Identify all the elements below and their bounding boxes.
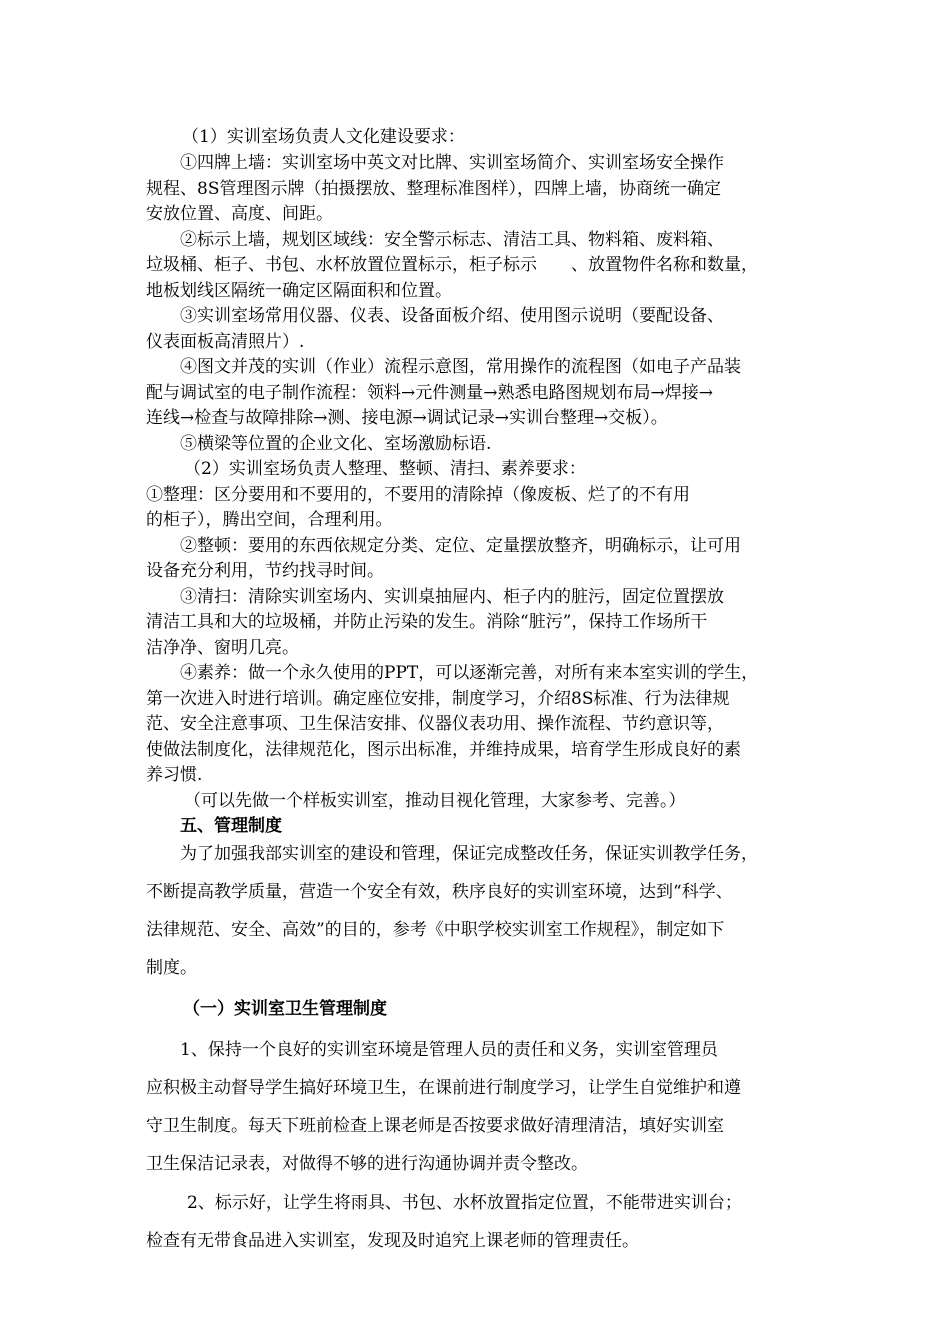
s2-item-4-line-5: 养习惯. [146,765,203,785]
s1-item-4-line-3: 连线→检查与故障排除→测、接电源→调试记录→实训台整理→交板）。 [146,408,668,428]
s1-item-2-line-3: 地板划线区隔统一确定区隔面积和位置。 [146,281,452,301]
s2-item-2-line-2: 设备充分利用，节约找寻时间。 [146,561,384,581]
s5-intro-line-3: 法律规范、安全、高效”的目的，参考《中职学校实训室工作规程》，制定如下 [146,920,725,940]
s2-item-4-line-1: ④素养：做一个永久使用的PPT，可以逐渐完善，对所有来本室实训的学生， [180,663,759,683]
s2-item-3-line-3: 洁净净、窗明几亮。 [146,638,299,658]
s1-item-2-line-2: 垃圾桶、柜子、书包、水杯放置位置标示，柜子标示 、放置物件名称和数量， [146,255,758,275]
rule-1-line-2: 应积极主动督导学生搞好环境卫生，在课前进行制度学习，让学生自觉维护和遵 [146,1078,741,1098]
s1-item-4-line-2: 配与调试室的电子制作流程：领料→元件测量→熟悉电路图规划布局→焊接→ [146,383,713,403]
rule-2-line-1: 2、标示好，让学生将雨具、书包、水杯放置指定位置，不能带进实训台； [187,1193,742,1213]
s1-item-1-line-1: ①四牌上墙：实训室场中英文对比牌、实训室场简介、实训室场安全操作 [180,153,724,173]
s5-intro-line-4: 制度。 [146,958,197,978]
s1-item-5-line-1: ⑤横梁等位置的企业文化、室场激励标语. [180,434,492,454]
section-5-heading: 五、管理制度 [180,816,282,836]
s1-item-3-line-2: 仪表面板高清照片）. [146,332,305,352]
s1-item-3-line-1: ③实训室场常用仪器、仪表、设备面板介绍、使用图示说明（要配设备、 [180,306,724,326]
s2-item-4-line-2: 第一次进入时进行培训。确定座位安排，制度学习，介绍8S标准、行为法律规 [146,689,730,709]
subsection-1-heading: （一）实训室卫生管理制度 [183,999,387,1019]
s2-item-3-line-2: 清洁工具和大的垃圾桶，并防止污染的发生。消除“脏污”，保持工作场所干 [146,612,708,632]
rule-1-line-3: 守卫生制度。每天下班前检查上课老师是否按要求做好清理清洁，填好实训室 [146,1116,724,1136]
section-1-title: （1）实训室场负责人文化建设要求： [182,127,465,147]
s2-item-4-line-4: 使做法制度化，法律规范化，图示出标准，并维持成果，培育学生形成良好的素 [146,740,741,760]
s1-item-2-line-1: ②标示上墙，规划区域线：安全警示标志、清洁工具、物料箱、废料箱、 [180,230,724,250]
rule-1-line-4: 卫生保洁记录表，对做得不够的进行沟通协调并责令整改。 [146,1154,588,1174]
rule-2-line-2: 检查有无带食品进入实训室，发现及时追究上课老师的管理责任。 [146,1231,639,1251]
s5-intro-line-2: 不断提高教学质量，营造一个安全有效，秩序良好的实训室环境，达到“科学、 [146,882,733,902]
s1-item-1-line-2: 规程、8S管理图示牌（拍摄摆放、整理标准图样），四牌上墙，协商统一确定 [146,179,721,199]
rule-1-line-1: 1、保持一个良好的实训室环境是管理人员的责任和义务，实训室管理员 [180,1040,718,1060]
section-2-title: （2）实训室场负责人整理、整顿、清扫、素养要求： [184,459,586,479]
s2-item-2-line-1: ②整顿：要用的东西依规定分类、定位、定量摆放整齐，明确标示，让可用 [180,536,741,556]
s2-item-3-line-1: ③清扫：清除实训室场内、实训桌抽屉内、柜子内的脏污，固定位置摆放 [180,587,724,607]
s2-item-1-line-1: ①整理：区分要用和不要用的，不要用的清除掉（像废板、烂了的不有用 [146,485,690,505]
s2-item-1-line-2: 的柜子），腾出空间，合理利用。 [146,510,393,530]
s1-item-4-line-1: ④图文并茂的实训（作业）流程示意图，常用操作的流程图（如电子产品装 [180,357,741,377]
s2-item-4-line-3: 范、安全注意事项、卫生保洁安排、仪器仪表功用、操作流程、节约意识等， [146,714,724,734]
section-2-note: （可以先做一个样板实训室，推动目视化管理，大家参考、完善。） [184,791,686,811]
s1-item-1-line-3: 安放位置、高度、间距。 [146,204,333,224]
s5-intro-line-1: 为了加强我部实训室的建设和管理，保证完成整改任务，保证实训教学任务， [180,844,758,864]
